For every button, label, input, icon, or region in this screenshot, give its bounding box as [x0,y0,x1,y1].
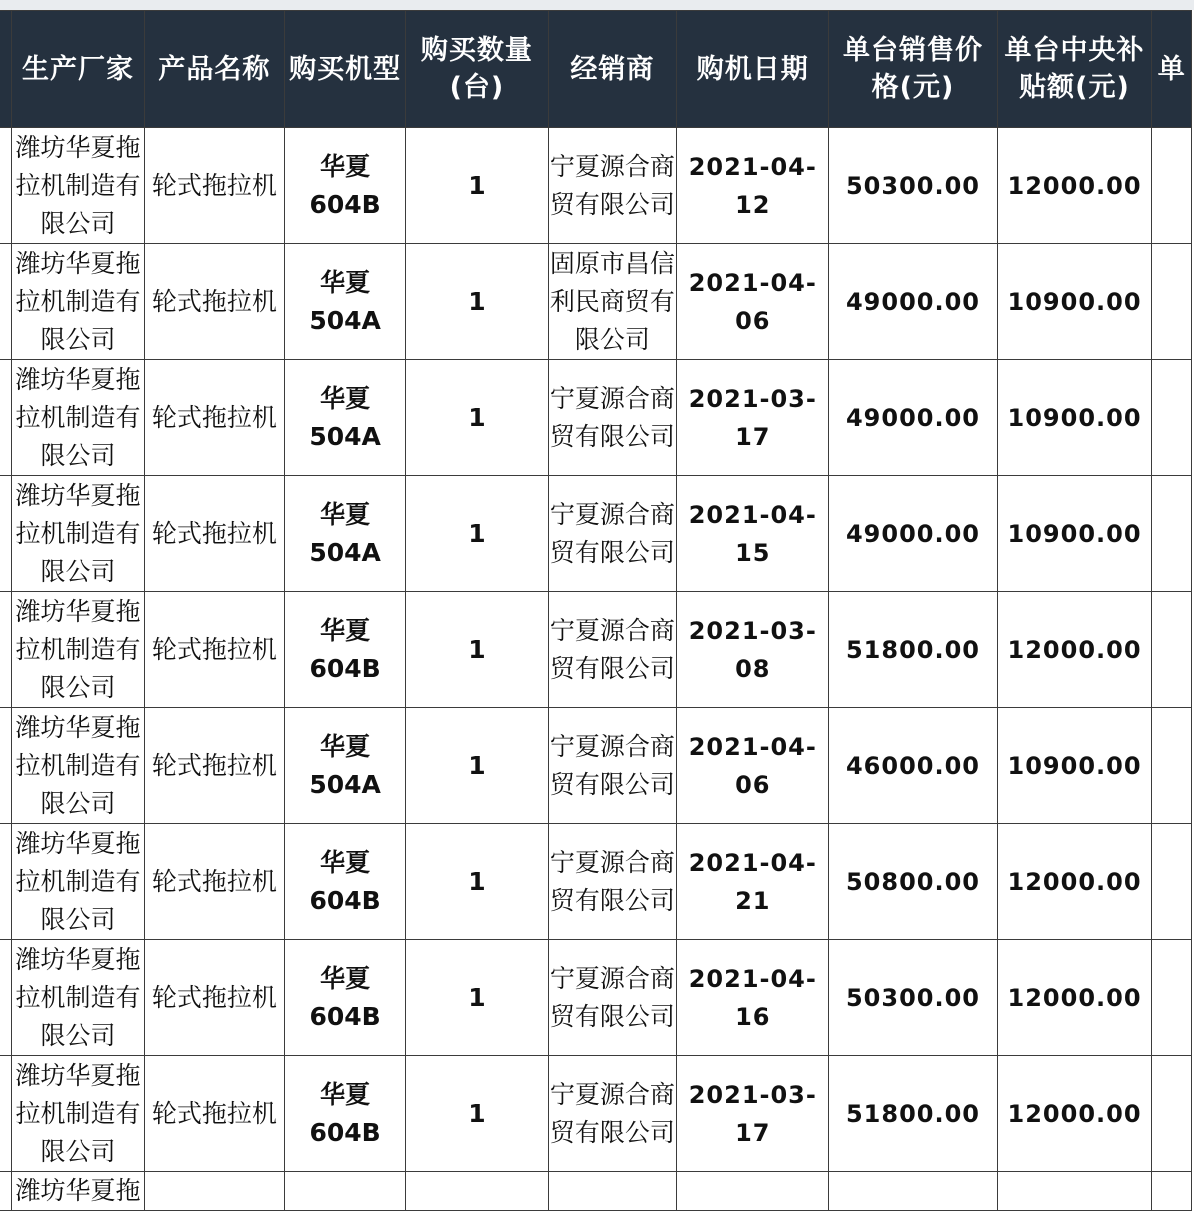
top-bar [0,0,1194,10]
cell-unit-price: 46000.00 [829,708,997,824]
cell-product-name: 轮式拖拉机 [144,476,284,592]
cell-purchase-date: 2021-04-16 [677,940,829,1056]
cell-purchase-date: 2021-04-06 [677,708,829,824]
cell-dealer: 宁夏源合商贸有限公司 [548,592,677,708]
cell-dealer [548,1172,677,1211]
table-row [0,940,1192,1056]
cell-central-subsidy: 10900.00 [997,476,1152,592]
cell-index [0,592,12,708]
header-cell-central-subsidy: 单台中央补贴额(元) [997,11,1152,128]
cell-purchase-date: 2021-04-15 [677,476,829,592]
cell-manufacturer: 潍坊华夏拖拉机制造有限公司 [12,708,144,824]
cell-index [0,1056,12,1172]
cell-purchase-date: 2021-03-17 [677,1056,829,1172]
cell-central-subsidy: 10900.00 [997,244,1152,360]
cell-quantity: 1 [406,476,548,592]
cell-manufacturer: 潍坊华夏拖 [12,1172,144,1211]
cell-index [0,360,12,476]
cell-manufacturer: 潍坊华夏拖拉机制造有限公司 [12,244,144,360]
cell-quantity: 1 [406,244,548,360]
subsidy-table [0,10,1192,1211]
cell-index [0,128,12,244]
cell-model: 华夏604B [284,1056,405,1172]
cell-model: 华夏604B [284,128,405,244]
cell-product-name: 轮式拖拉机 [144,244,284,360]
header-cell-model: 购买机型 [284,11,405,128]
table-row [0,244,1192,360]
cell-quantity: 1 [406,128,548,244]
cell-index [0,244,12,360]
cell-partial [1152,1056,1192,1172]
header-cell-purchase-date: 购机日期 [677,11,829,128]
cell-central-subsidy: 12000.00 [997,592,1152,708]
cell-dealer: 宁夏源合商贸有限公司 [548,360,677,476]
cell-index [0,708,12,824]
cell-manufacturer: 潍坊华夏拖拉机制造有限公司 [12,1056,144,1172]
cell-central-subsidy: 12000.00 [997,1056,1152,1172]
cell-index [0,476,12,592]
cell-model [284,1172,405,1211]
cell-model: 华夏504A [284,244,405,360]
header-cell-unit-price: 单台销售价格(元) [829,11,997,128]
cell-quantity: 1 [406,708,548,824]
cell-purchase-date [677,1172,829,1211]
cell-partial [1152,824,1192,940]
cell-product-name: 轮式拖拉机 [144,360,284,476]
cell-model: 华夏504A [284,360,405,476]
cell-partial [1152,940,1192,1056]
table-row [0,1056,1192,1172]
table-body [0,128,1192,1211]
cell-unit-price [829,1172,997,1211]
cell-index [0,824,12,940]
cell-index [0,940,12,1056]
cell-model: 华夏504A [284,476,405,592]
cell-partial [1152,244,1192,360]
cell-model: 华夏504A [284,708,405,824]
cell-model: 华夏604B [284,592,405,708]
table-row [0,476,1192,592]
cell-central-subsidy [997,1172,1152,1211]
cell-central-subsidy: 12000.00 [997,824,1152,940]
cell-purchase-date: 2021-03-08 [677,592,829,708]
cell-unit-price: 49000.00 [829,244,997,360]
cell-product-name: 轮式拖拉机 [144,1056,284,1172]
cell-partial [1152,592,1192,708]
cell-product-name: 轮式拖拉机 [144,708,284,824]
cell-dealer: 宁夏源合商贸有限公司 [548,476,677,592]
cell-partial [1152,1172,1192,1211]
cell-central-subsidy: 12000.00 [997,940,1152,1056]
cell-unit-price: 49000.00 [829,360,997,476]
cell-central-subsidy: 10900.00 [997,360,1152,476]
cell-unit-price: 49000.00 [829,476,997,592]
cell-manufacturer: 潍坊华夏拖拉机制造有限公司 [12,824,144,940]
cell-partial [1152,708,1192,824]
cell-dealer: 宁夏源合商贸有限公司 [548,940,677,1056]
cell-product-name [144,1172,284,1211]
header-cell-index [0,11,12,128]
table-row [0,592,1192,708]
header-cell-manufacturer: 生产厂家 [12,11,144,128]
cell-dealer: 固原市昌信利民商贸有限公司 [548,244,677,360]
cell-purchase-date: 2021-04-21 [677,824,829,940]
cell-unit-price: 50300.00 [829,940,997,1056]
cell-model: 华夏604B [284,940,405,1056]
cell-quantity: 1 [406,940,548,1056]
cell-unit-price: 51800.00 [829,1056,997,1172]
header-cell-product-name: 产品名称 [144,11,284,128]
cell-purchase-date: 2021-03-17 [677,360,829,476]
cell-partial [1152,360,1192,476]
subsidy-table-container [0,10,1194,1205]
cell-product-name: 轮式拖拉机 [144,592,284,708]
cell-product-name: 轮式拖拉机 [144,940,284,1056]
table-row [0,824,1192,940]
cell-manufacturer: 潍坊华夏拖拉机制造有限公司 [12,360,144,476]
header-cell-quantity: 购买数量(台) [406,11,548,128]
header-cell-dealer: 经销商 [548,11,677,128]
cell-product-name: 轮式拖拉机 [144,824,284,940]
cell-manufacturer: 潍坊华夏拖拉机制造有限公司 [12,128,144,244]
table-row [0,128,1192,244]
cell-partial [1152,128,1192,244]
cell-model: 华夏604B [284,824,405,940]
cell-dealer: 宁夏源合商贸有限公司 [548,708,677,824]
cell-unit-price: 50300.00 [829,128,997,244]
cell-unit-price: 50800.00 [829,824,997,940]
cell-quantity [406,1172,548,1211]
cell-quantity: 1 [406,824,548,940]
cell-partial [1152,476,1192,592]
cell-quantity: 1 [406,360,548,476]
table-row-partial [0,1172,1192,1211]
cell-manufacturer: 潍坊华夏拖拉机制造有限公司 [12,592,144,708]
cell-central-subsidy: 12000.00 [997,128,1152,244]
cell-purchase-date: 2021-04-12 [677,128,829,244]
cell-index [0,1172,12,1211]
cell-dealer: 宁夏源合商贸有限公司 [548,128,677,244]
header-cell-partial: 单 [1152,11,1192,128]
cell-central-subsidy: 10900.00 [997,708,1152,824]
cell-dealer: 宁夏源合商贸有限公司 [548,1056,677,1172]
table-row [0,360,1192,476]
table-row [0,708,1192,824]
cell-quantity: 1 [406,1056,548,1172]
cell-manufacturer: 潍坊华夏拖拉机制造有限公司 [12,476,144,592]
table-header [0,11,1192,128]
cell-product-name: 轮式拖拉机 [144,128,284,244]
cell-quantity: 1 [406,592,548,708]
cell-unit-price: 51800.00 [829,592,997,708]
cell-purchase-date: 2021-04-06 [677,244,829,360]
cell-dealer: 宁夏源合商贸有限公司 [548,824,677,940]
cell-manufacturer: 潍坊华夏拖拉机制造有限公司 [12,940,144,1056]
